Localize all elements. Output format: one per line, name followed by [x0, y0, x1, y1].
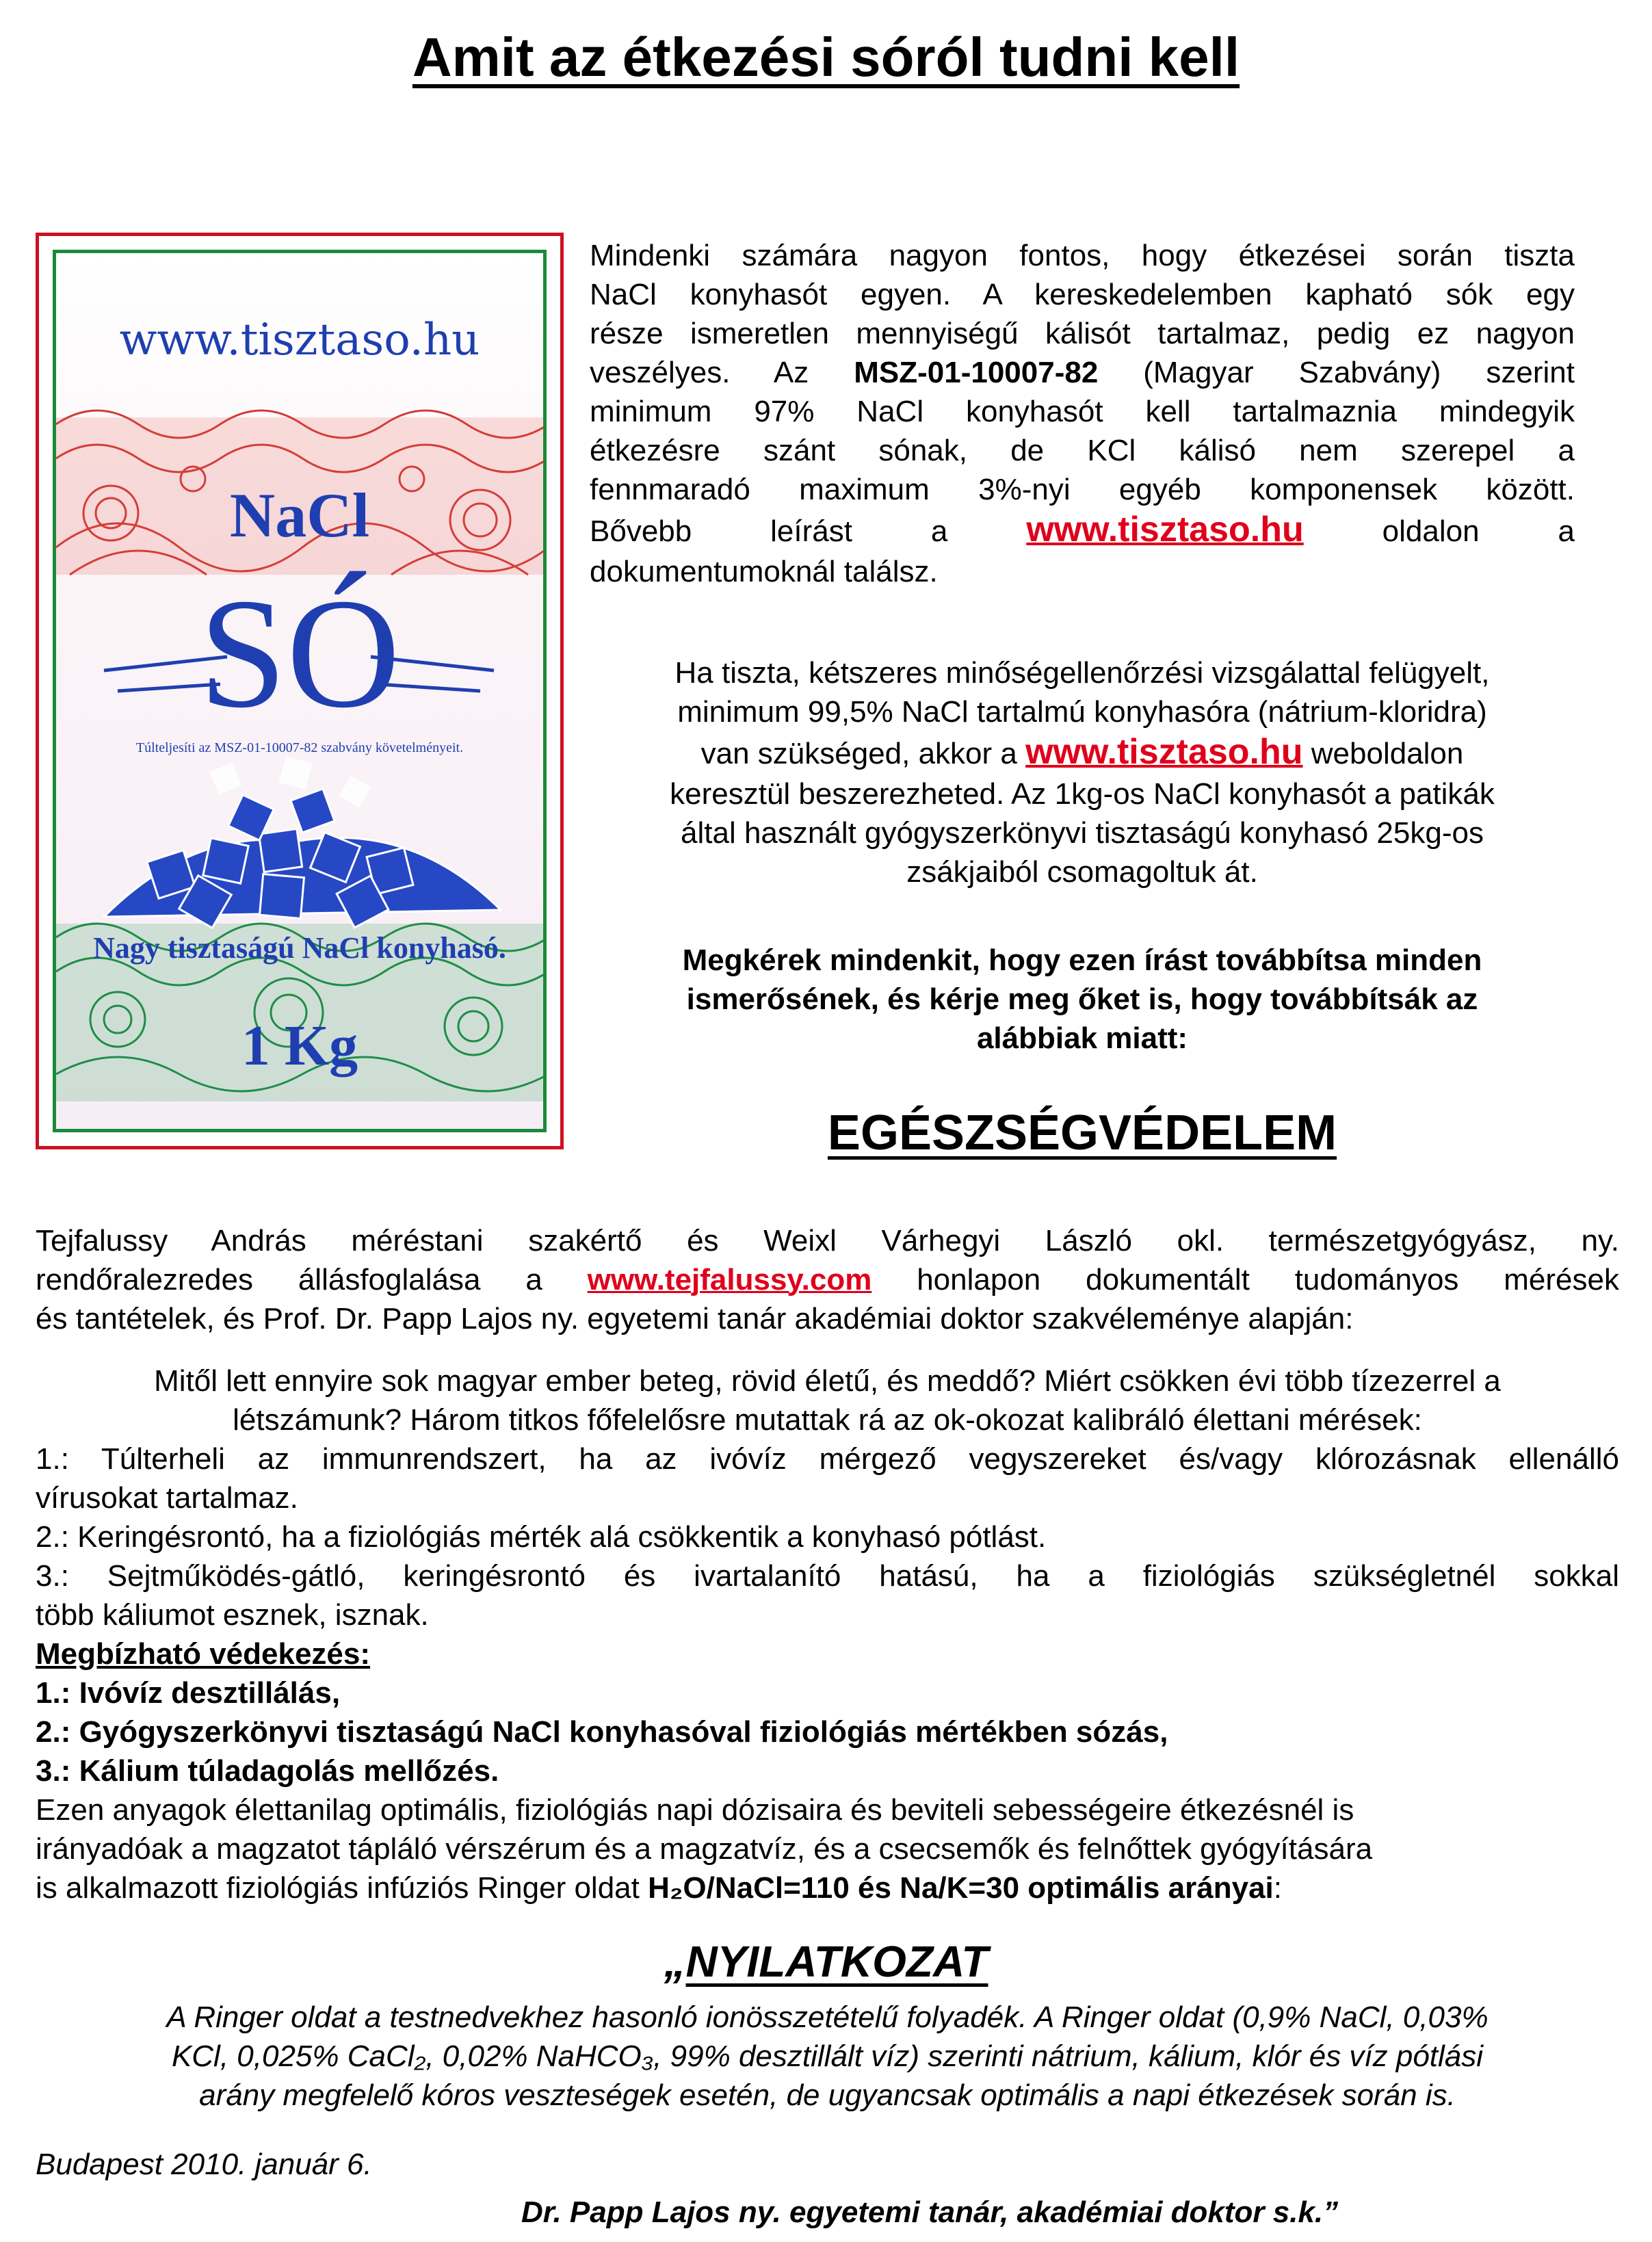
salt-package-photo [36, 233, 564, 1149]
pure-salt-paragraph: Ha tiszta, kétszeres minőségellenőrzési vizsgálattal felügyelt, minimum 99,5% NaCl tartalmú konyhasóra (nátrium-kloridra) van szükséged, akkor a www.tisztaso.hu weboldalon keresztül beszerezheted. Az 1kg-os NaCl konyhasót a patikák által használt gyógyszerkönyvi tisztaságú konyhasó 25kg-os zsákjaiból csomagoltuk át. [670, 656, 1495, 889]
page-title: Amit az étkezési sóról tudni kell [412, 27, 1240, 88]
tejfalussy-paragraph: Tejfalussy András méréstani szakértő és Weixl Várhegyi László okl. természetgyógyász, ny. rendőralezredes állásfoglalása a www.tejfalussy.com honlapon dokumentált tudományos mérések és tantételek, és Prof. Dr. Papp Lajos ny. egyetemi tanár akadémiai doktor szakvéleménye alapján: [36, 1224, 1619, 1335]
causes-section: Mitől lett ennyire sok magyar ember beteg, rövid életű, és meddő? Miért csökken évi több tízezerrel a létszámunk? Három titkos főfelelősre mutattak rá az ok-okozat kalibráló élettani mérések: 1.: Túlterheli az immunrendszert, ha az ivóvíz mérgező vegyszereket és/vagy klórozásnak ellenálló vírusokat tartalmaz. 2.: Keringésrontó, ha a fiziológiás mérték alá csökkentik a konyhasó pótlást. 3.: Sejtműködés-gátló, keringésrontó és ivartalanító hatású, ha a fiziológiás szükségletnél sokkal több káliumot esznek, isznak. Megbízható védekezés: 1.: Ivóvíz desztillálás, 2.: Gyógyszerkönyvi tisztaságú NaCl konyhasóval fiziológiás mértékben sózás, 3.: Kálium túladagolás mellőzés. Ezen anyagok élettanilag optimális, fiziológiás napi dózisaira és beviteli sebességeire étkezésnél is irányadóak a magzatot tápláló vérszérum és a magzatvíz, és a csecsemők és felnőttek gyógyítására is alkalmazott fiziológiás infúziós Ringer oldat H₂O/NaCl=110 és Na/K=30 optimális arányai: [36, 1364, 1619, 1905]
request-paragraph: Megkérek mindenkit, hogy ezen írást továbbítsa minden ismerősének, és kérje meg őket is, hogy továbbítsák az alábbiak miatt: [682, 943, 1482, 1055]
intro-paragraph: Mindenki számára nagyon fontos, hogy étkezései során tiszta NaCl konyhasót egyen. A kereskedelemben kapható sók egy része ismeretlen mennyiségű kálisót tartalmaz, pedig ez nagyon veszélyes. Az MSZ-01-10007-82 (Magyar Szabvány) szerint minimum 97% NaCl konyhasót kell tartalmaznia mindegyik étkezésre szánt sónak, de KCl kálisó nem szerepel a fennmaradó maximum 3%-nyi egyéb komponensek között. Bővebb leírást a www.tisztaso.hu oldalon a dokumentumoknál találsz. [590, 239, 1575, 588]
signature: Dr. Papp Lajos ny. egyetemi tanár, akadémiai doktor s.k.” [521, 2195, 1339, 2229]
package-purity: Nagy tisztaságú NaCl konyhasó. [93, 931, 506, 965]
package-url: www.tisztaso.hu [119, 315, 480, 365]
package-standard: Túlteljesíti az MSZ-01-10007-82 szabvány követelményeit. [135, 740, 464, 755]
tisztaso-link-2[interactable]: www.tisztaso.hu [1025, 732, 1303, 772]
tisztaso-link-1[interactable]: www.tisztaso.hu [1026, 510, 1304, 549]
package-nacl: NaCl [229, 480, 370, 550]
declaration-heading: „NYILATKOZAT [664, 1937, 988, 1986]
package-weight: 1 Kg [241, 1014, 358, 1078]
package-so: SÓ [198, 566, 400, 740]
place-date: Budapest 2010. január 6. [36, 2148, 372, 2181]
health-heading: EGÉSZSÉGVÉDELEM [827, 1106, 1337, 1160]
declaration-text: A Ringer oldat a testnedvekhez hasonló ionösszetételű folyadék. A Ringer oldat (0,9% NaCl, 0,03% KCl, 0,025% CaCl₂, 0,02% NaHCO₃, 99% desztillált víz) szerinti nátrium, kálium, klór és víz pótlási arány megfelelő kóros veszteségek esetén, de ugyancsak optimális a napi étkezések során is. [166, 2000, 1489, 2112]
tejfalussy-link[interactable]: www.tejfalussy.com [587, 1263, 872, 1296]
protection-heading: Megbízható védekezés: [36, 1637, 371, 1671]
